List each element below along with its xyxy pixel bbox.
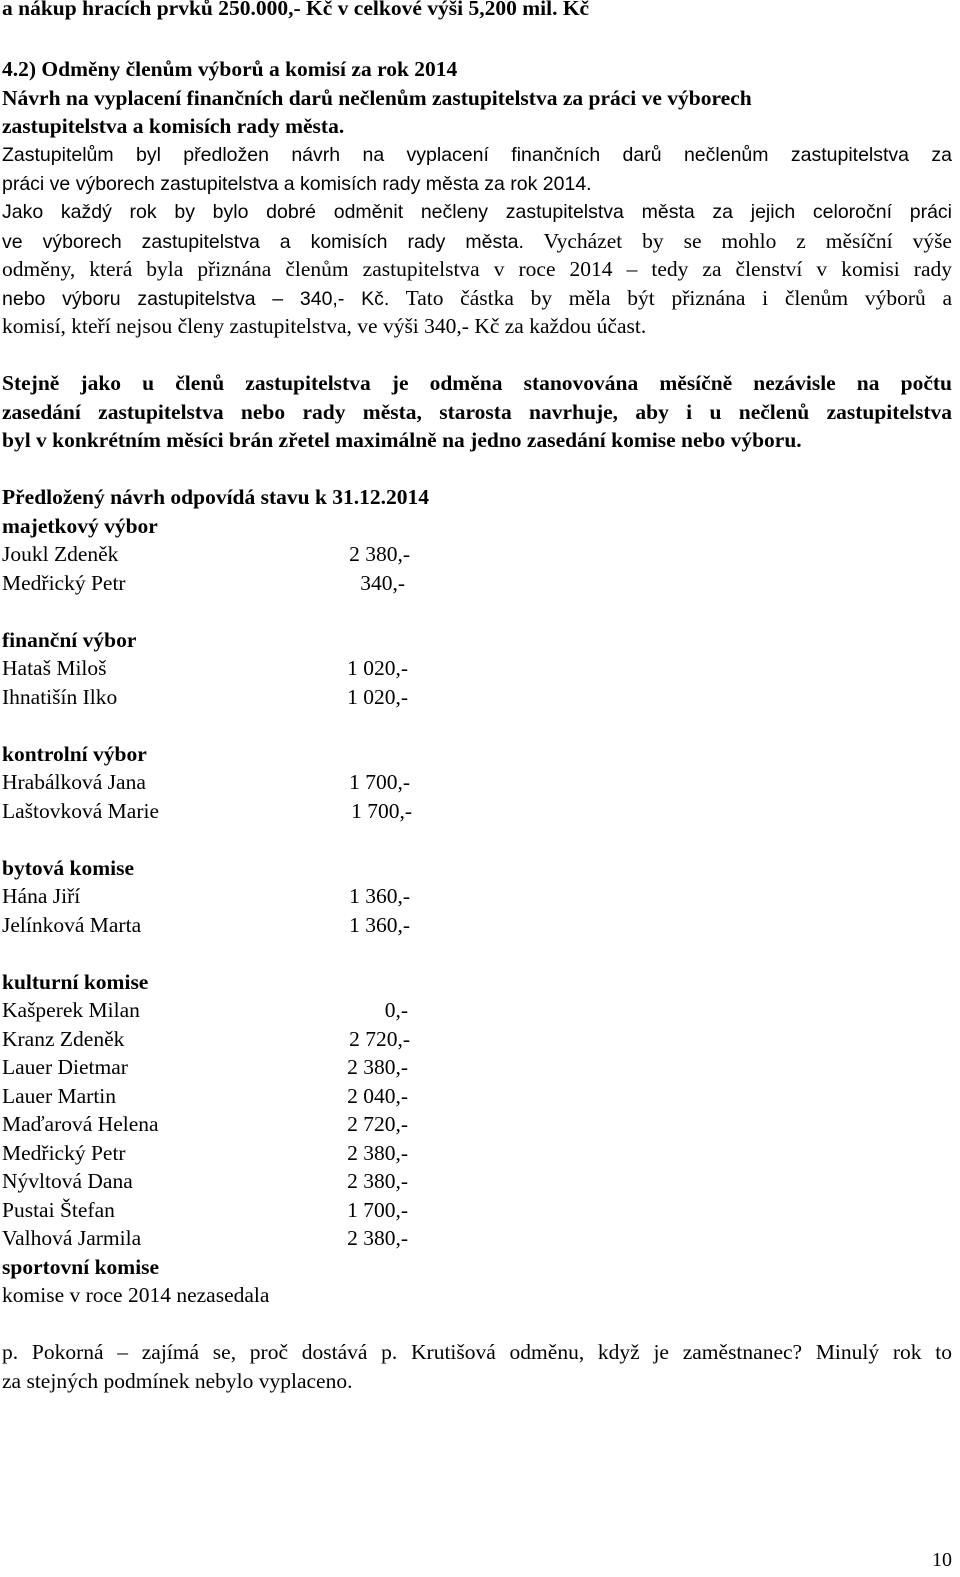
- section-heading: 4.2) Odměny členům výborů a komisí za rok 2014: [2, 57, 458, 81]
- committee-title-sportovni: sportovní komise: [2, 1255, 160, 1279]
- member-name: Maďarová Helena: [2, 1112, 159, 1136]
- member-name: Medřický Petr: [2, 571, 126, 595]
- paragraph-1-line-4-end: Vycházet by se mohlo z měsíční výše: [543, 229, 952, 253]
- committee-title-kulturni: kulturní komise: [2, 970, 149, 994]
- member-name: Jelínková Marta: [2, 913, 142, 937]
- proposal-title-line-1: Návrh na vyplacení finančních darů nečlenům zastupitelstva za práci ve výborech: [2, 86, 752, 110]
- member-amount: 1 360,-: [349, 913, 410, 937]
- member-name: Medřický Petr: [2, 1141, 126, 1165]
- proposal-title-line-2: zastupitelstva a komisích rady města.: [2, 114, 345, 138]
- committee-title-kontrolni: kontrolní výbor: [2, 742, 147, 766]
- member-name: Laštovková Marie: [2, 799, 160, 823]
- paragraph-1-line-1: Zastupitelům byl předložen návrh na vyplacení finančních darů nečlenům zastupitelstva za: [2, 144, 952, 166]
- paragraph-1-line-4: [2, 227, 952, 257]
- member-amount: 2 040,-: [347, 1084, 408, 1108]
- member-amount: 2 380,-: [349, 542, 410, 566]
- paragraph-1-line-7: komisí, kteří nejsou členy zastupitelstva, ve výši 340,- Kč za každou účast.: [2, 314, 647, 338]
- member-name: Valhová Jarmila: [2, 1226, 142, 1250]
- paragraph-1-line-3: Jako každý rok by bylo dobré odměnit nečleny zastupitelstva města za jejich celoroční práci: [2, 201, 952, 223]
- member-name: Hrabálková Jana: [2, 770, 146, 794]
- member-amount: 1 360,-: [349, 884, 410, 908]
- closing-line-2: za stejných podmínek nebylo vyplaceno.: [2, 1369, 353, 1393]
- member-amount: 1 020,-: [347, 685, 408, 709]
- paragraph-1-line-6-end: Tato částka by měla být přiznána i členům výborů a: [405, 286, 952, 310]
- member-amount: 2 380,-: [347, 1169, 408, 1193]
- paragraph-1-line-5: odměny, která byla přiznána členům zastupitelstva v roce 2014 – tedy za členství v komisi rady: [2, 257, 952, 281]
- committee-title-bytova: bytová komise: [2, 856, 134, 880]
- page-number: 10: [932, 1549, 952, 1571]
- member-amount: 340,-: [360, 571, 405, 595]
- intro-line: a nákup hracích prvků 250.000,- Kč v celkové výši 5,200 mil. Kč: [2, 0, 590, 20]
- member-name: Hataš Miloš: [2, 656, 107, 680]
- paragraph-1-line-2: práci ve výborech zastupitelstva a komisích rady města za rok 2014.: [2, 173, 592, 195]
- member-amount: 1 700,-: [347, 1198, 408, 1222]
- member-name: Ihnatišín Ilko: [2, 685, 118, 709]
- proposal-status: Předložený návrh odpovídá stavu k 31.12.2014: [2, 485, 430, 509]
- member-amount: 1 020,-: [347, 656, 408, 680]
- member-name: Nývltová Dana: [2, 1169, 133, 1193]
- paragraph-2-line-1: Stejně jako u členů zastupitelstva je odměna stanovována měsíčně nezávisle na počtu: [2, 371, 952, 395]
- member-name: Joukl Zdeněk: [2, 542, 119, 566]
- paragraph-1-line-6-start: nebo výboru zastupitelstva – 340,- Kč.: [2, 288, 390, 310]
- member-name: Kranz Zdeněk: [2, 1027, 125, 1051]
- member-amount: 1 700,-: [349, 770, 410, 794]
- paragraph-2-line-3: byl v konkrétním měsíci brán zřetel maximálně na jedno zasedání komise nebo výboru.: [2, 428, 802, 452]
- committee-title-majetkovy: majetkový výbor: [2, 514, 158, 538]
- committee-note-sportovni: komise v roce 2014 nezasedala: [2, 1283, 270, 1307]
- member-amount: 2 380,-: [347, 1055, 408, 1079]
- paragraph-2-line-2: zasedání zastupitelstva nebo rady města, starosta navrhuje, aby i u nečlenů zastupitelstva: [2, 400, 952, 424]
- paragraph-1-line-6: [2, 284, 952, 314]
- member-name: Hána Jiří: [2, 884, 81, 908]
- member-amount: 2 380,-: [347, 1141, 408, 1165]
- member-amount: 2 720,-: [347, 1112, 408, 1136]
- member-amount: 1 700,-: [351, 799, 412, 823]
- member-name: Lauer Martin: [2, 1084, 117, 1108]
- closing-line-1: p. Pokorná – zajímá se, proč dostává p. Krutišová odměnu, když je zaměstnanec? Minulý rok to: [2, 1340, 952, 1364]
- member-amount: 2 380,-: [347, 1226, 408, 1250]
- member-amount: 2 720,-: [349, 1027, 410, 1051]
- paragraph-1-line-4-start: ve výborech zastupitelstva a komisích rady města.: [2, 231, 524, 253]
- member-name: Pustai Štefan: [2, 1198, 115, 1222]
- member-name: Kašperek Milan: [2, 998, 140, 1022]
- member-name: Lauer Dietmar: [2, 1055, 128, 1079]
- member-amount: 0,-: [384, 998, 408, 1022]
- committee-title-financni: finanční výbor: [2, 628, 137, 652]
